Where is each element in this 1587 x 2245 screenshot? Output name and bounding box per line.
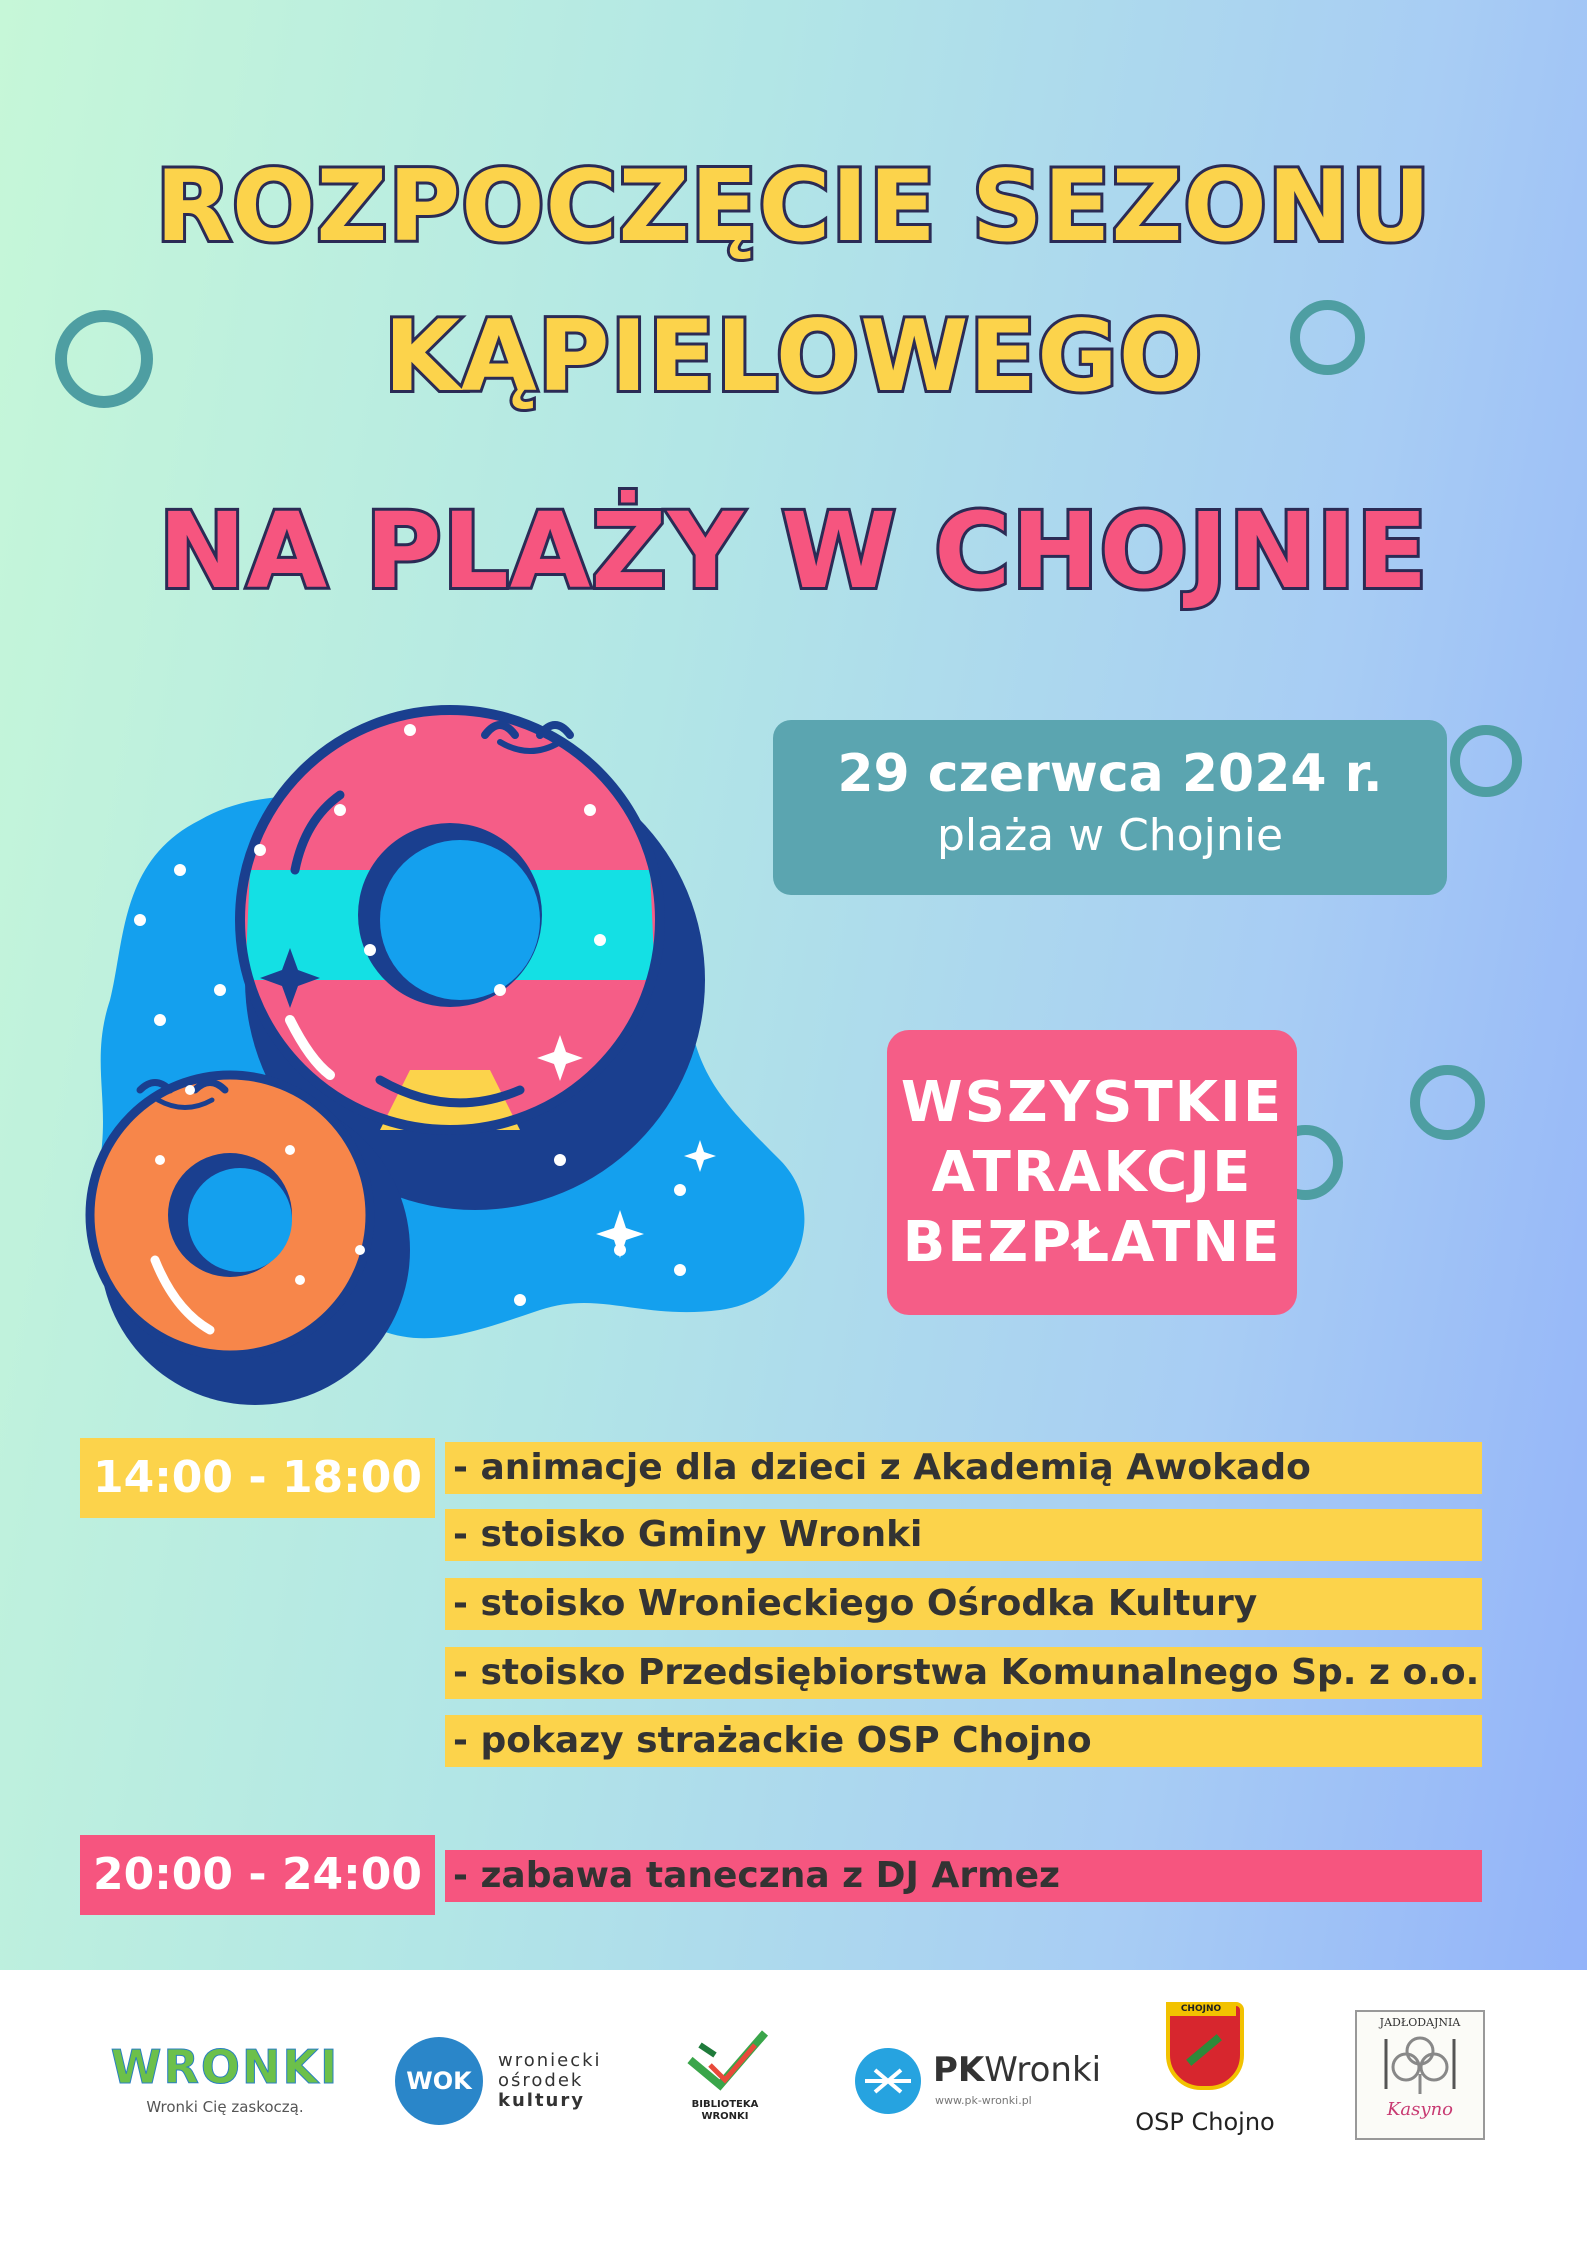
free-attractions-badge: [887, 1030, 1297, 1315]
schedule-item: - stoisko Wronieckiego Ośrodka Kultury: [445, 1578, 1482, 1630]
biblioteka-logo: [675, 2025, 775, 2123]
schedule-item: - stoisko Przedsiębiorstwa Komunalnego Sp. z o.o.: [445, 1647, 1482, 1699]
osp-badge-text: CHOJNO: [1166, 2002, 1236, 2016]
ring-decoration: [1290, 300, 1365, 375]
schedule-item: - animacje dla dzieci z Akademią Awokado: [445, 1442, 1482, 1494]
event-place: plaża w Chojnie: [936, 810, 1284, 861]
osp-chojno-logo: [1125, 2002, 1285, 2136]
ring-decoration: [1410, 1065, 1485, 1140]
schedule-item: - pokazy strażackie OSP Chojno: [445, 1715, 1482, 1767]
pk-name-rest: Wronki: [984, 2050, 1102, 2090]
kasyno-bottom: Kasyno: [1386, 2099, 1453, 2120]
time-slot-afternoon: 14:00 - 18:00: [80, 1438, 435, 1518]
event-date: 29 czerwca 2024 r.: [837, 744, 1383, 804]
kasyno-top: JADŁODAJNIA: [1379, 2016, 1461, 2029]
title-line-3: NA PLAŻY W CHOJNIE: [158, 490, 1429, 612]
pk-name-bold: PK: [933, 2050, 985, 2090]
schedule-item: - zabawa taneczna z DJ Armez: [445, 1850, 1482, 1902]
wronki-wordmark: WRONKI: [110, 2040, 340, 2094]
wok-line-2: ośrodek: [498, 2070, 584, 2091]
biblioteka-line-1: BIBLIOTEKA: [691, 2099, 759, 2110]
book-bird-icon: [680, 2025, 770, 2095]
schedule-item: - stoisko Gminy Wronki: [445, 1509, 1482, 1561]
date-location-box: [773, 720, 1447, 895]
wok-line-3: kultury: [498, 2090, 585, 2111]
biblioteka-line-2: WRONKI: [701, 2111, 749, 2122]
ring-decoration: [55, 310, 153, 408]
wok-logo: [395, 2037, 625, 2127]
water-drop-icon: [855, 2048, 921, 2114]
title-line-1: ROZPOCZĘCIE SEZONU: [155, 150, 1432, 264]
ring-decoration: [1450, 725, 1522, 797]
wronki-logo: [95, 2040, 355, 2116]
title-line-2: KĄPIELOWEGO: [383, 300, 1204, 414]
time-slot-evening: 20:00 - 24:00: [80, 1835, 435, 1915]
pk-url: www.pk-wronki.pl: [935, 2094, 1032, 2107]
club-cutlery-icon: [1380, 2029, 1460, 2099]
wronki-tagline: Wronki Cię zaskoczą.: [146, 2098, 304, 2116]
wok-badge: WOK: [395, 2037, 483, 2125]
coat-of-arms-icon: [1166, 2002, 1244, 2090]
kasyno-logo: [1355, 2010, 1485, 2140]
pk-wronki-logo: [855, 2048, 1102, 2118]
wok-line-1: wroniecki: [498, 2050, 602, 2071]
swim-rings-illustration: [80, 690, 860, 1410]
free-line-2: ATRAKCJE: [931, 1140, 1253, 1205]
free-line-3: BEZPŁATNE: [902, 1210, 1282, 1275]
free-line-1: WSZYSTKIE: [900, 1070, 1284, 1135]
osp-caption: OSP Chojno: [1135, 2108, 1275, 2136]
